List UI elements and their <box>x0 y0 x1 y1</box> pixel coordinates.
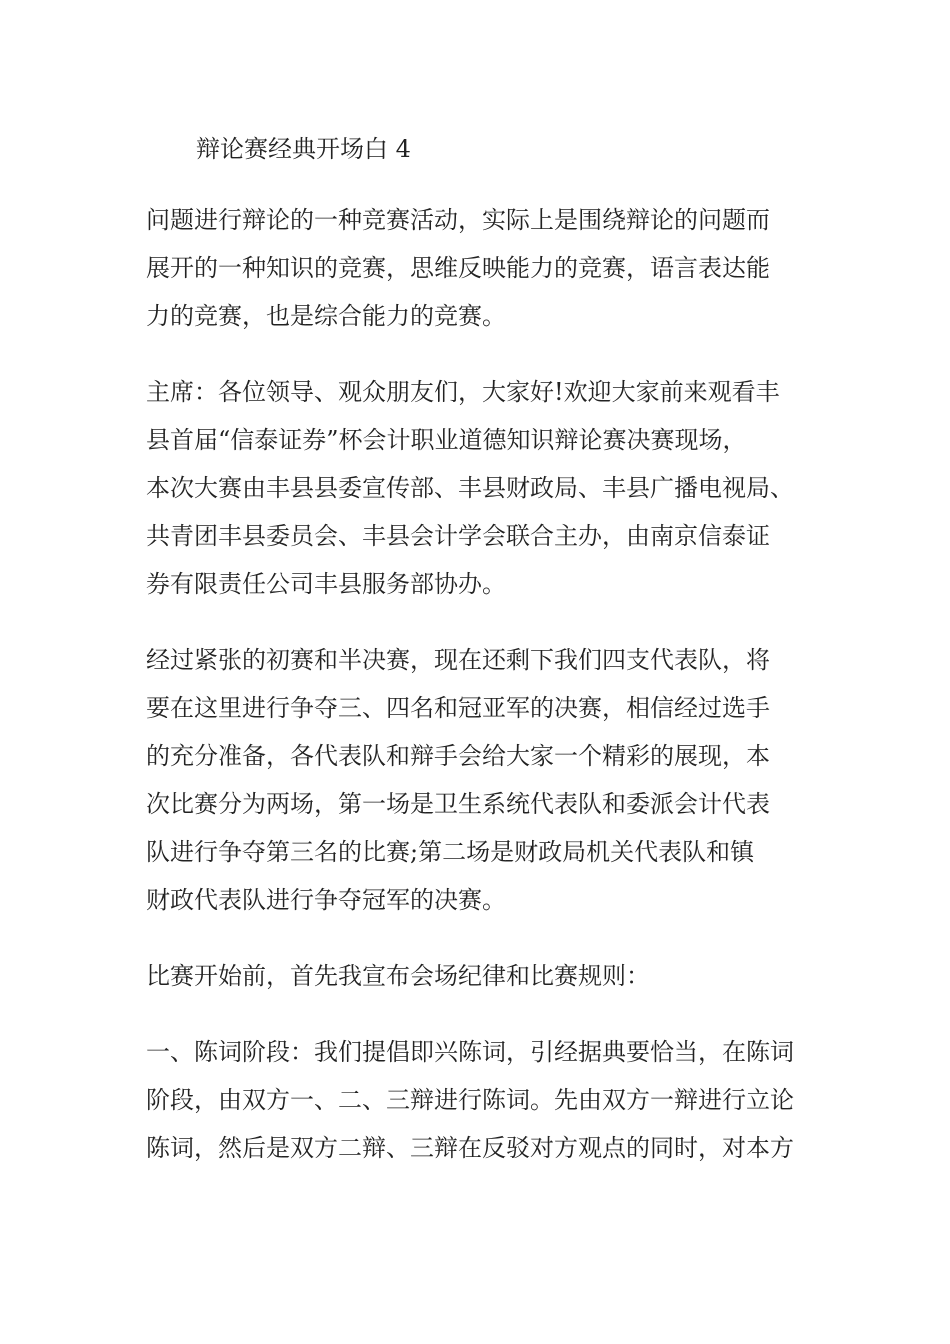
text-line: 陈词，然后是双方二辩、三辩在反驳对方观点的同时，对本方 <box>146 1134 794 1162</box>
text-line: 共青团丰县委员会、丰县会计学会联合主办，由南京信泰证 <box>146 522 770 550</box>
text-line: 县首届“信泰证券”杯会计职业道德知识辩论赛决赛现场， <box>146 426 747 454</box>
paragraph-intro <box>146 196 826 340</box>
paragraph-chair-opening <box>146 368 826 608</box>
paragraph-rules-announcement <box>146 952 826 1000</box>
text-line: 券有限责任公司丰县服务部协办。 <box>146 570 506 598</box>
paragraph-rule-1 <box>146 1028 826 1172</box>
paragraph-final-intro <box>146 636 826 924</box>
text-line: 展开的一种知识的竞赛，思维反映能力的竞赛，语言表达能 <box>146 254 770 282</box>
text-line: 问题进行辩论的一种竞赛活动，实际上是围绕辩论的问题而 <box>146 206 770 234</box>
text-line: 财政代表队进行争夺冠军的决赛。 <box>146 886 506 914</box>
text-line: 比赛开始前，首先我宣布会场纪律和比赛规则： <box>146 962 650 990</box>
text-line: 次比赛分为两场，第一场是卫生系统代表队和委派会计代表 <box>146 790 770 818</box>
text-line: 一、陈词阶段：我们提倡即兴陈词，引经据典要恰当，在陈词 <box>146 1038 794 1066</box>
text-line: 力的竞赛，也是综合能力的竞赛。 <box>146 302 506 330</box>
text-line: 本次大赛由丰县县委宣传部、丰县财政局、丰县广播电视局、 <box>146 474 794 502</box>
text-line: 经过紧张的初赛和半决赛，现在还剩下我们四支代表队，将 <box>146 646 770 674</box>
document-title: 辩论赛经典开场白 4 <box>196 135 411 163</box>
text-line: 阶段，由双方一、二、三辩进行陈词。先由双方一辩进行立论 <box>146 1086 794 1114</box>
text-line: 主席：各位领导、观众朋友们，大家好!欢迎大家前来观看丰 <box>146 378 780 406</box>
text-line: 队进行争夺第三名的比赛;第二场是财政局机关代表队和镇 <box>146 838 755 866</box>
text-line: 的充分准备，各代表队和辩手会给大家一个精彩的展现，本 <box>146 742 770 770</box>
text-line: 要在这里进行争夺三、四名和冠亚军的决赛，相信经过选手 <box>146 694 770 722</box>
